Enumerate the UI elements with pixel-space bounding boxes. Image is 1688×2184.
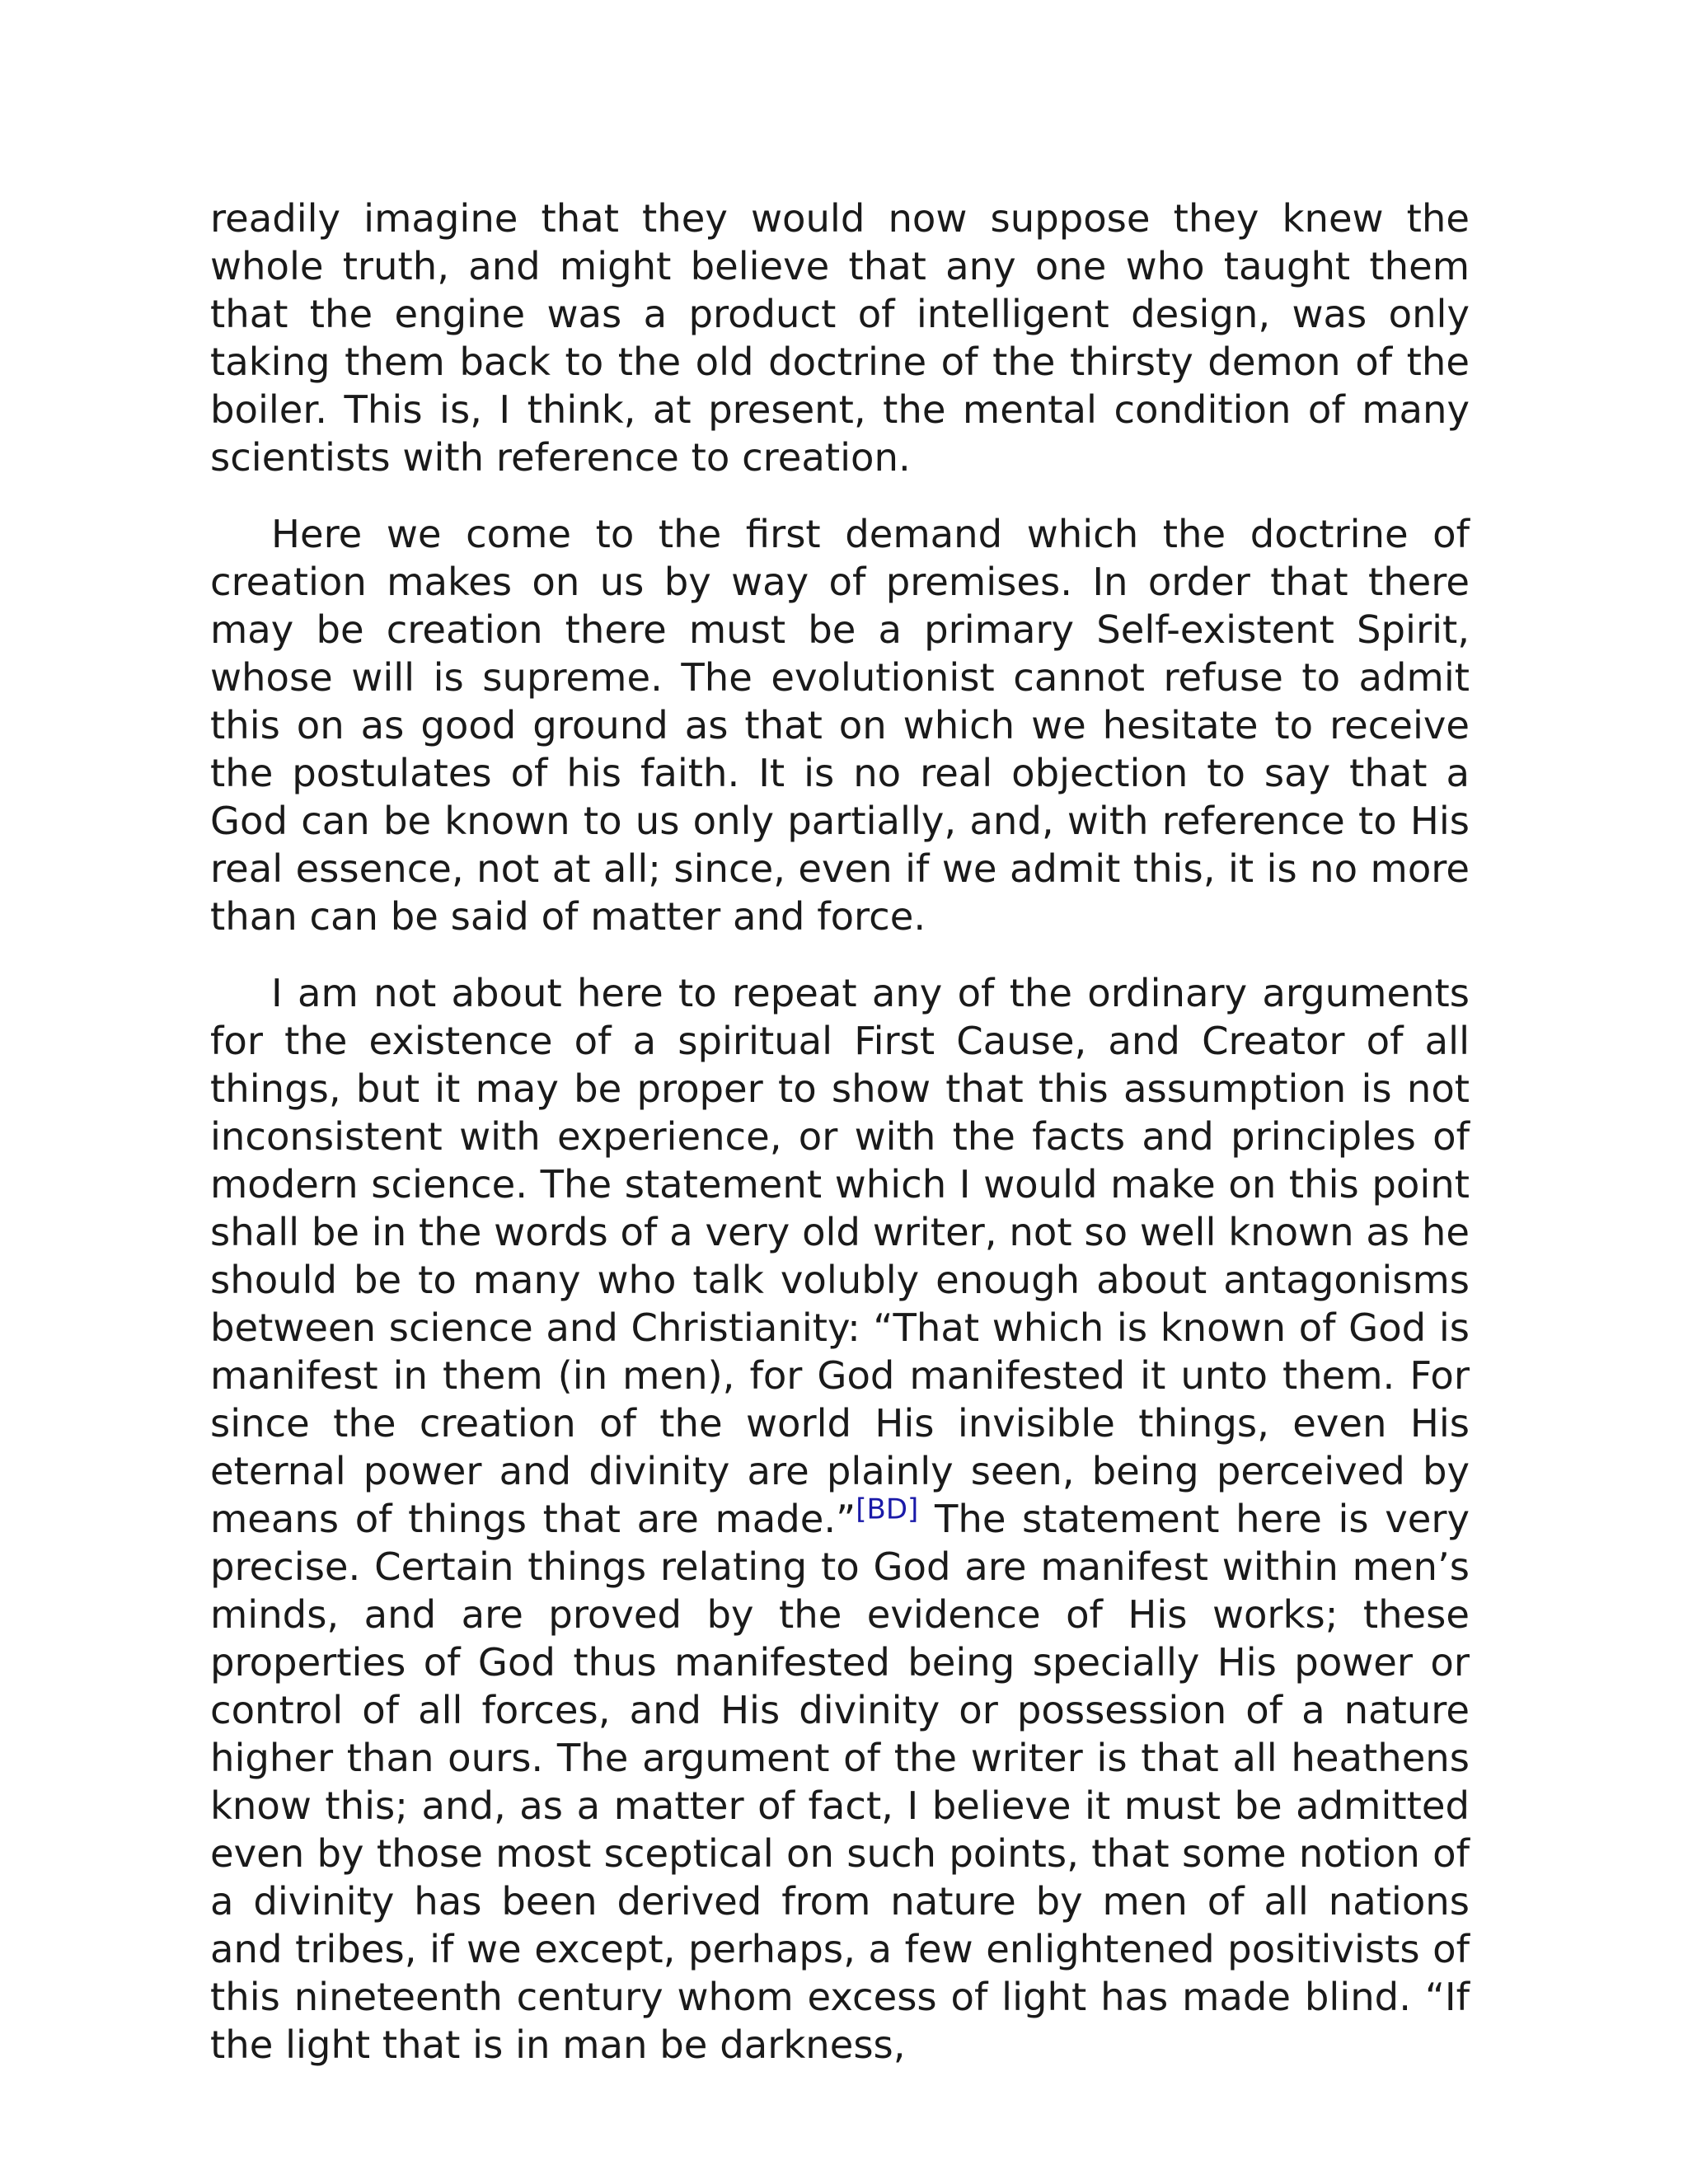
paragraph-3-text-after-footnote: The statement here is very precise. Certain things relating to God are manifest within men’s minds, and are proved by the evidence of His works; these properties of God thus manifested being specially His power or control of all forces, and His divinity or possession of a nature higher than ours. The argument of the writer is that all heathens know this; and, as a matter of fact, I believe it must be admitted even by those most sceptical on such points, that some notion of a divinity has been derived from nature by men of all nations and tribes, if we except, perhaps, a few enlightened positivists of this nineteenth century whom excess of light has made blind. “If the light that is in man be darkness,: [210, 1497, 1470, 2067]
footnote-link-bd[interactable]: [BD]: [856, 1493, 919, 1526]
paragraph-1: readily imagine that they would now suppose they knew the whole truth, and might believe that any one who taught them that the engine was a product of intelligent design, was only taking them back to the old doctrine of the thirsty demon of the boiler. This is, I think, at present, the mental condition of many scientists with reference to creation.: [210, 196, 1470, 480]
document-page: [210, 194, 1470, 2097]
paragraph-3-text-before-footnote: I am not about here to repeat any of the ordinary arguments for the existence of a spiritual First Cause, and Creator of all things, but it may be proper to show that this assumption is not inconsistent with experience, or with the facts and principles of modern science. The statement which I would make on this point shall be in the words of a very old writer, not so well known as he should be to many who talk volubly enough about antagonisms between science and Christianity: “That which is known of God is manifest in them (in men), for God manifested it unto them. For since the creation of the world His invisible things, even His eternal power and divinity are plainly seen, being perceived by means of things that are made.”: [210, 971, 1470, 1541]
paragraph-3: [210, 969, 1470, 2069]
paragraph-2: Here we come to the first demand which the doctrine of creation makes on us by way of premises. In order that there may be creation there must be a primary Self-existent Spirit, whose will is supreme. The evolutionist cannot refuse to admit this on as good ground as that on which we hesitate to receive the postulates of his faith. It is no real objection to say that a God can be known to us only partially, and, with reference to His real essence, not at all; since, even if we admit this, it is no more than can be said of matter and force.: [210, 512, 1470, 939]
